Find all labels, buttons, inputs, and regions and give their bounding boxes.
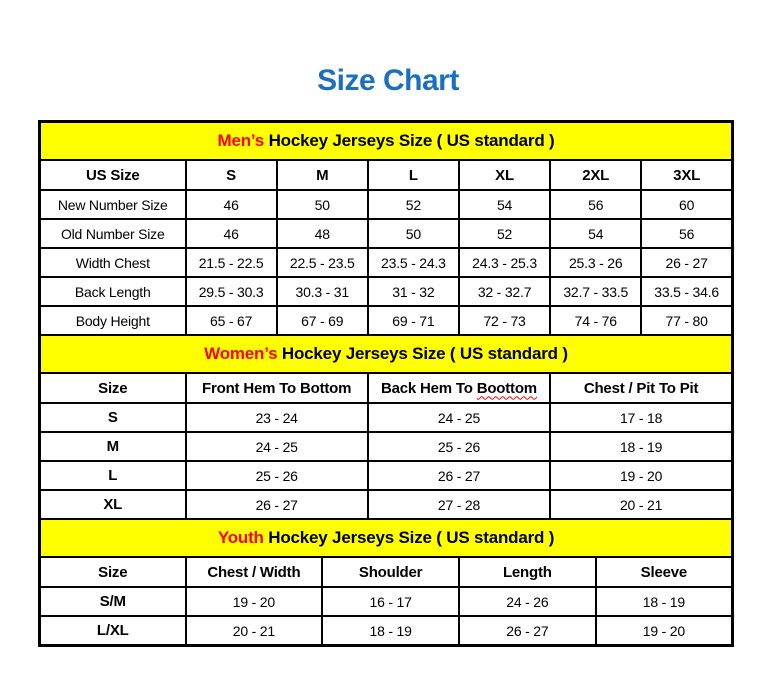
value-cell: 54 (459, 190, 550, 219)
youth-column-header-row (40, 557, 733, 587)
womens-row-s (40, 403, 733, 432)
value-cell: 19 - 20 (186, 587, 323, 616)
size-label: M (40, 432, 186, 461)
row-label: Width Chest (40, 248, 186, 277)
row-label: New Number Size (40, 190, 186, 219)
value-cell: 25 - 26 (368, 432, 550, 461)
value-cell: 24 - 25 (186, 432, 368, 461)
mens-col-3xl: 3XL (641, 160, 732, 190)
value-cell: 25 - 26 (186, 461, 368, 490)
value-cell: 72 - 73 (459, 306, 550, 335)
value-cell: 56 (550, 190, 641, 219)
mens-col-2xl: 2XL (550, 160, 641, 190)
value-cell: 56 (641, 219, 732, 248)
value-cell: 25.3 - 26 (550, 248, 641, 277)
value-cell: 18 - 19 (322, 616, 459, 646)
value-cell: 74 - 76 (550, 306, 641, 335)
mens-row-back-length (40, 277, 733, 306)
value-cell: 50 (277, 190, 368, 219)
page-title: Size Chart (317, 64, 459, 97)
womens-row-xl (40, 490, 733, 519)
value-cell: 19 - 20 (550, 461, 732, 490)
value-cell: 18 - 19 (596, 587, 733, 616)
value-cell: 32.7 - 33.5 (550, 277, 641, 306)
womens-column-header-row (40, 373, 733, 403)
row-label: Body Height (40, 306, 186, 335)
value-cell: 23.5 - 24.3 (368, 248, 459, 277)
youth-section-band (40, 519, 733, 557)
womens-col-size: Size (40, 373, 186, 403)
value-cell: 50 (368, 219, 459, 248)
row-label: Back Length (40, 277, 186, 306)
value-cell: 29.5 - 30.3 (186, 277, 277, 306)
value-cell: 32 - 32.7 (459, 277, 550, 306)
mens-col-s: S (186, 160, 277, 190)
size-label: S (40, 403, 186, 432)
value-cell: 26 - 27 (641, 248, 732, 277)
youth-col-chest-width: Chest / Width (186, 557, 323, 587)
value-cell: 52 (459, 219, 550, 248)
youth-accent-word: Youth (217, 528, 264, 547)
youth-row-lxl (40, 616, 733, 646)
value-cell: 65 - 67 (186, 306, 277, 335)
value-cell: 33.5 - 34.6 (641, 277, 732, 306)
value-cell: 24.3 - 25.3 (459, 248, 550, 277)
womens-accent-word: Women’s (204, 344, 278, 363)
value-cell: 24 - 25 (368, 403, 550, 432)
youth-header-text: Hockey Jerseys Size ( US standard ) (263, 528, 555, 547)
value-cell: 18 - 19 (550, 432, 732, 461)
value-cell: 67 - 69 (277, 306, 368, 335)
size-label: L (40, 461, 186, 490)
womens-col-back-hem (368, 373, 550, 403)
womens-row-l (40, 461, 733, 490)
back-hem-prefix: Back Hem To (381, 379, 477, 397)
value-cell: 23 - 24 (186, 403, 368, 432)
mens-section-header (40, 122, 733, 161)
value-cell: 26 - 27 (368, 461, 550, 490)
value-cell: 69 - 71 (368, 306, 459, 335)
value-cell: 24 - 26 (459, 587, 596, 616)
value-cell: 27 - 28 (368, 490, 550, 519)
value-cell: 60 (641, 190, 732, 219)
womens-section-header (40, 335, 733, 373)
value-cell: 26 - 27 (186, 490, 368, 519)
mens-col-us-size: US Size (40, 160, 186, 190)
mens-col-l: L (368, 160, 459, 190)
size-label: S/M (40, 587, 186, 616)
mens-accent-word: Men’s (217, 131, 265, 150)
youth-col-shoulder: Shoulder (322, 557, 459, 587)
value-cell: 20 - 21 (186, 616, 323, 646)
value-cell: 52 (368, 190, 459, 219)
misspelled-word-spellcheck: Boottom (476, 379, 537, 397)
youth-col-size: Size (40, 557, 186, 587)
womens-col-front-hem: Front Hem To Bottom (186, 373, 368, 403)
womens-col-chest-pit: Chest / Pit To Pit (550, 373, 732, 403)
value-cell: 16 - 17 (322, 587, 459, 616)
value-cell: 20 - 21 (550, 490, 732, 519)
mens-header-text: Hockey Jerseys Size ( US standard ) (264, 131, 555, 150)
size-label: XL (40, 490, 186, 519)
value-cell: 31 - 32 (368, 277, 459, 306)
value-cell: 46 (186, 219, 277, 248)
value-cell: 22.5 - 23.5 (277, 248, 368, 277)
size-chart-container (38, 120, 734, 647)
size-label: L/XL (40, 616, 186, 646)
value-cell: 54 (550, 219, 641, 248)
value-cell: 17 - 18 (550, 403, 732, 432)
mens-section-band (40, 122, 733, 161)
value-cell: 46 (186, 190, 277, 219)
youth-row-sm (40, 587, 733, 616)
value-cell: 21.5 - 22.5 (186, 248, 277, 277)
womens-row-m (40, 432, 733, 461)
youth-section-header (40, 519, 733, 557)
mens-row-old-number-size (40, 219, 733, 248)
mens-column-header-row (40, 160, 733, 190)
womens-section-band (40, 335, 733, 373)
mens-col-xl: XL (459, 160, 550, 190)
size-chart-table (38, 120, 734, 647)
value-cell: 77 - 80 (641, 306, 732, 335)
value-cell: 19 - 20 (596, 616, 733, 646)
mens-row-new-number-size (40, 190, 733, 219)
mens-col-m: M (277, 160, 368, 190)
value-cell: 30.3 - 31 (277, 277, 368, 306)
value-cell: 26 - 27 (459, 616, 596, 646)
mens-row-body-height (40, 306, 733, 335)
mens-row-width-chest (40, 248, 733, 277)
womens-header-text: Hockey Jerseys Size ( US standard ) (277, 344, 568, 363)
youth-col-length: Length (459, 557, 596, 587)
youth-col-sleeve: Sleeve (596, 557, 733, 587)
row-label: Old Number Size (40, 219, 186, 248)
value-cell: 48 (277, 219, 368, 248)
